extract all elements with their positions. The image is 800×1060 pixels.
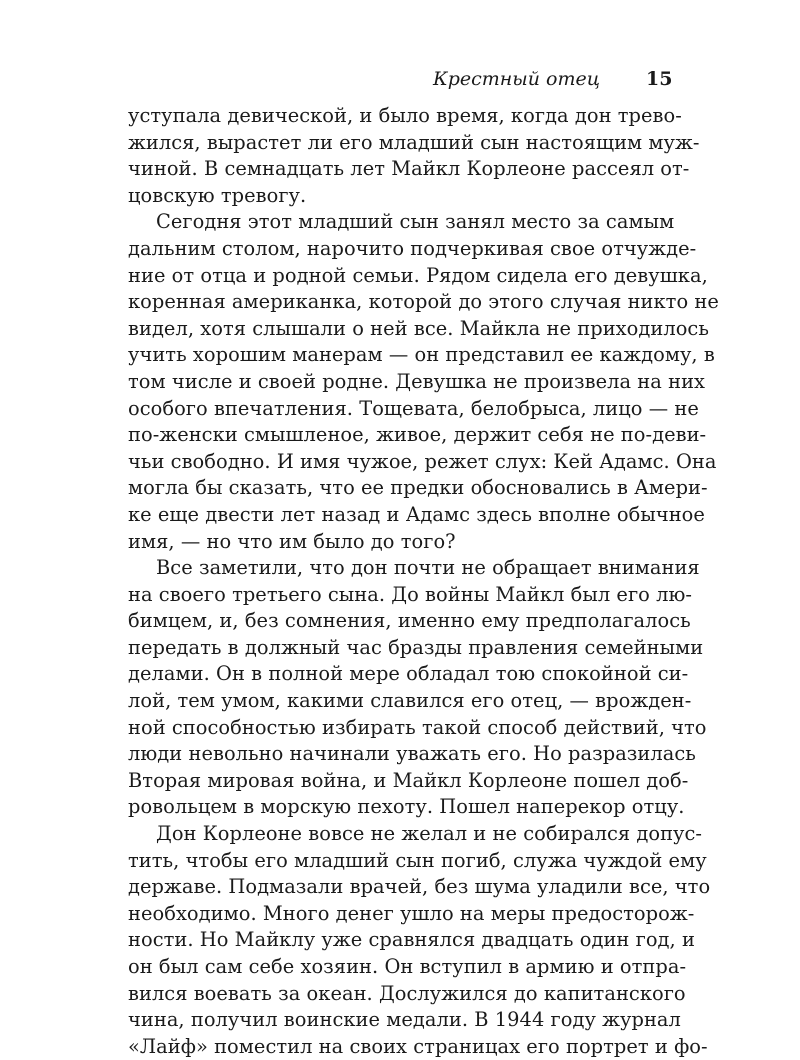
text-line: державе. Подмазали врачей, без шума уладили все, что — [128, 875, 711, 899]
text-line: имя, — но что им было до того? — [128, 529, 456, 553]
text-line: люди невольно начинали уважать его. Но разразилась — [128, 742, 696, 766]
text-line: делами. Он в полной мере обладал тою спокойной си- — [128, 662, 689, 686]
text-line: ности. Но Майклу уже сравнялся двадцать один год, и — [128, 928, 695, 952]
text-line: коренная американка, которой до этого случая никто не — [128, 290, 719, 314]
text-line: на своего третьего сына. До войны Майкл был его лю- — [128, 582, 692, 606]
text-line: необходимо. Много денег ушло на меры предосторож- — [128, 901, 695, 925]
text-line: учить хорошим манерам — он представил ее каждому, в — [128, 343, 715, 367]
text-line: могла бы сказать, что ее предки обосновались в Амери- — [128, 476, 708, 500]
text-line: видел, хотя слышали о ней все. Майкла не приходилось — [128, 316, 709, 340]
text-line: цовскую тревогу. — [128, 183, 307, 207]
text-line: вился воевать за океан. Дослужился до капитанского — [128, 981, 686, 1005]
text-line: лой, тем умом, какими славился его отец, — врожден- — [128, 689, 692, 713]
text-line: Сегодня этот младший сын занял место за самым — [156, 210, 675, 234]
running-head-title: Крестный отец — [433, 68, 600, 90]
page-number: 15 — [646, 68, 673, 90]
text-line: особого впечатления. Тощевата, белобрыса, лицо — не — [128, 396, 699, 420]
text-line: чина, получил воинские медали. В 1944 году журнал — [128, 1008, 681, 1032]
text-line: ровольцем в морскую пехоту. Пошел наперекор отцу. — [128, 795, 685, 819]
text-line: Дон Корлеоне вовсе не желал и не собирался допус- — [156, 822, 703, 846]
text-line: том числе и своей родне. Девушка не произвела на них — [128, 369, 706, 393]
text-line: ние от отца и родной семьи. Рядом сидела его девушка, — [128, 263, 708, 287]
text-line: по-женски смышленое, живое, держит себя не по-деви- — [128, 423, 707, 447]
text-line: ке еще двести лет назад и Адамс здесь вполне обычное — [128, 502, 705, 526]
running-head — [128, 68, 673, 96]
text-line: чиной. В семнадцать лет Майкл Корлеоне рассеял от- — [128, 157, 690, 181]
text-line: чьи свободно. И имя чужое, режет слух: Кей Адамс. Она — [128, 449, 717, 473]
text-line: дальним столом, нарочито подчеркивая свое отчужде- — [128, 236, 697, 260]
text-line: бимцем, и, без сомнения, именно ему предполагалось — [128, 609, 691, 633]
text-line: передать в должный час бразды правления семейными — [128, 635, 704, 659]
text-line: жился, вырастет ли его младший сын настоящим муж- — [128, 130, 700, 154]
text-line: ной способностью избирать такой способ действий, что — [128, 715, 707, 739]
text-line: Вторая мировая война, и Майкл Корлеоне пошел доб- — [128, 768, 689, 792]
text-line: он был сам себе хозяин. Он вступил в армию и отпра- — [128, 955, 687, 978]
text-line: уступала девической, и было время, когда дон трево- — [128, 104, 682, 127]
body-text — [128, 103, 719, 1060]
text-line: тить, чтобы его младший сын погиб, служа чуждой ему — [128, 848, 707, 872]
text-line: «Лайф» поместил на своих страницах его портрет и фо- — [128, 1034, 708, 1058]
text-line: Все заметили, что дон почти не обращает внимания — [156, 556, 700, 580]
